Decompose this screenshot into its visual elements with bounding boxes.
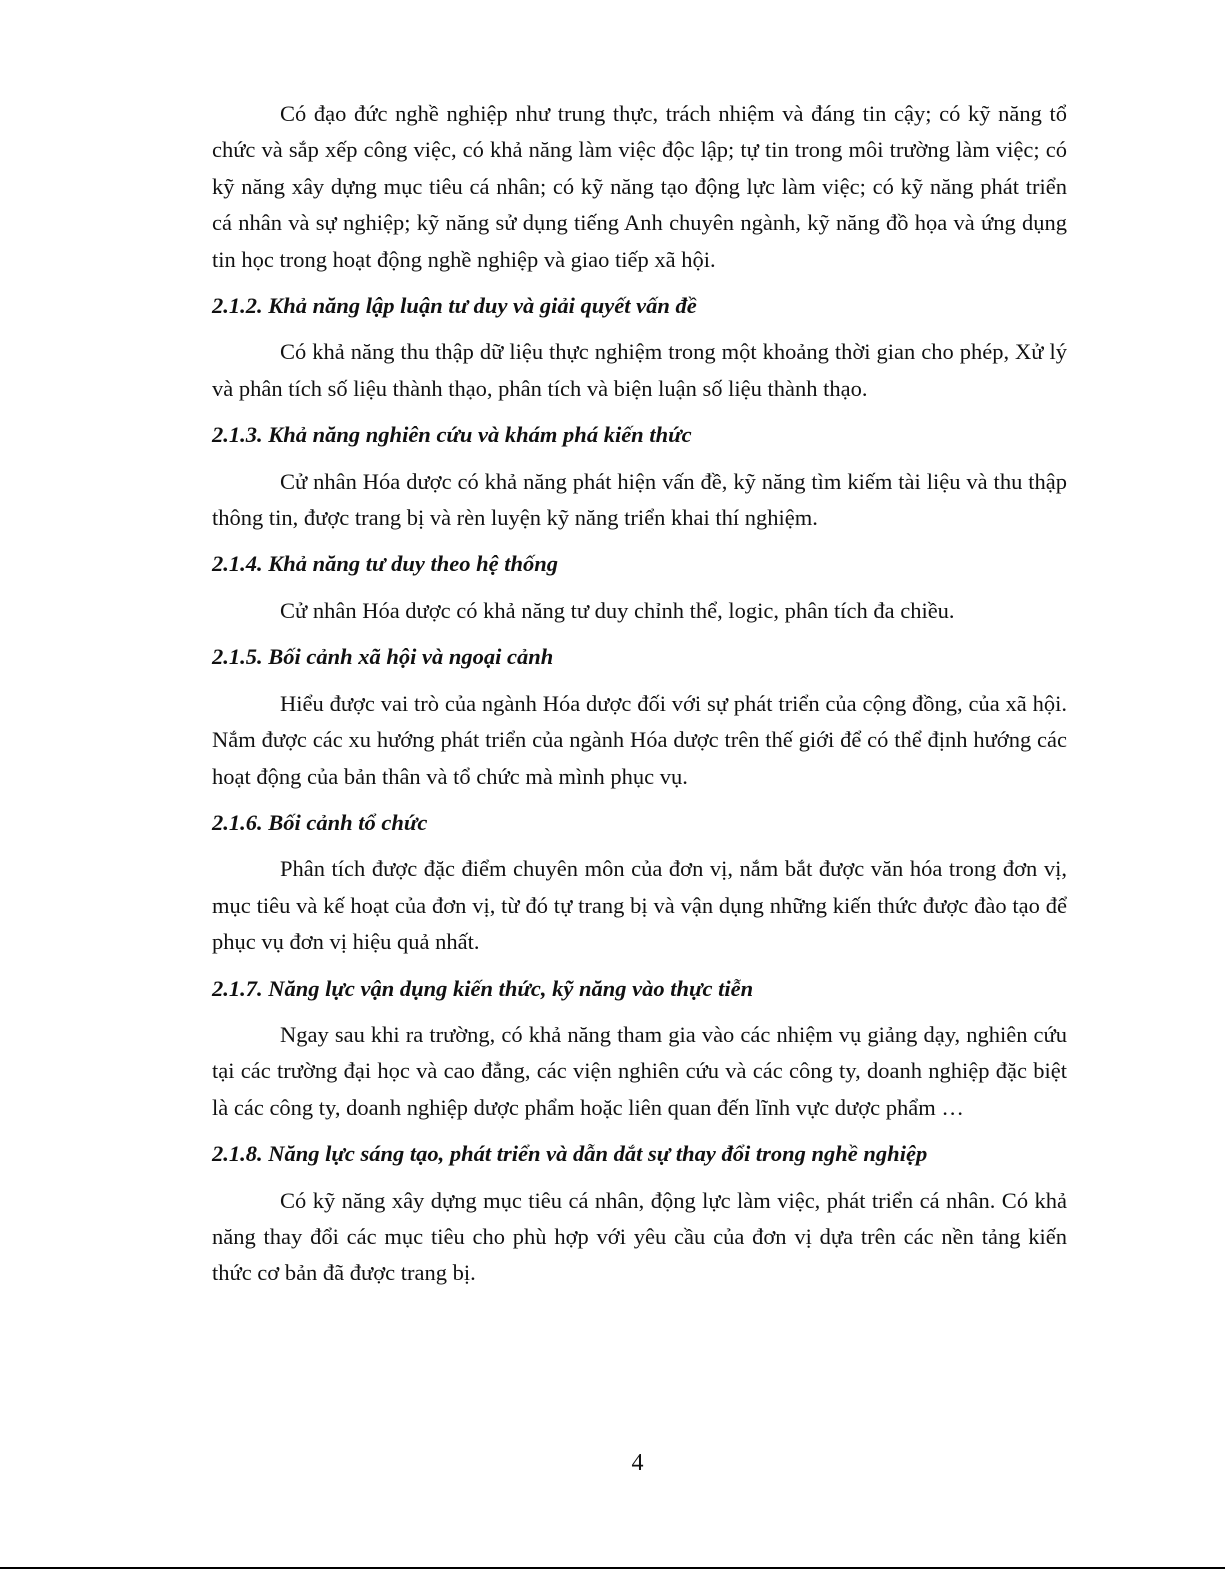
section-heading-2-1-4: 2.1.4. Khả năng tư duy theo hệ thống — [212, 551, 559, 577]
section-heading-2-1-2: 2.1.2. Khả năng lập luận tư duy và giải quyết vấn đề — [212, 293, 697, 319]
section-body-2-1-7: Ngay sau khi ra trường, có khả năng tham gia vào các nhiệm vụ giảng dạy, nghiên cứu tại các trường đại học và cao đẳng, các viện nghiên cứu và các công ty, doanh nghiệp đặc biệt là các công ty, doanh nghiệp dược phẩm hoặc liên quan đến lĩnh vực dược phẩm … — [212, 1021, 1067, 1120]
page-number: 4 — [631, 1450, 644, 1476]
section-body-2-1-3: Cử nhân Hóa dược có khả năng phát hiện vấn đề, kỹ năng tìm kiếm tài liệu và thu thập thông tin, được trang bị và rèn luyện kỹ năng triển khai thí nghiệm. — [212, 468, 1067, 531]
section-heading-2-1-8: 2.1.8. Năng lực sáng tạo, phát triển và dẫn dắt sự thay đổi trong nghề nghiệp — [212, 1141, 928, 1167]
section-body-2-1-4: Cử nhân Hóa dược có khả năng tư duy chỉnh thể, logic, phân tích đa chiều. — [280, 597, 955, 623]
section-heading-2-1-3: 2.1.3. Khả năng nghiên cứu và khám phá kiến thức — [212, 422, 692, 448]
section-heading-2-1-5: 2.1.5. Bối cảnh xã hội và ngoại cảnh — [212, 644, 554, 670]
section-body-2-1-5: Hiểu được vai trò của ngành Hóa dược đối với sự phát triển của cộng đồng, của xã hội. Nắm được các xu hướng phát triển của ngành Hóa dược trên thế giới để có thể định hướng các hoạt động của bản thân và tổ chức mà mình phục vụ. — [212, 690, 1067, 789]
section-body-2-1-6: Phân tích được đặc điểm chuyên môn của đơn vị, nắm bắt được văn hóa trong đơn vị, mục tiêu và kế hoạt của đơn vị, từ đó tự trang bị và vận dụng những kiến thức được đào tạo để phục vụ đơn vị hiệu quả nhất. — [212, 856, 1067, 955]
document-page — [212, 96, 1067, 1292]
section-body-2-1-2: Có khả năng thu thập dữ liệu thực nghiệm trong một khoảng thời gian cho phép, Xử lý và phân tích số liệu thành thạo, phân tích và biện luận số liệu thành thạo. — [212, 339, 1067, 401]
bottom-divider — [0, 1567, 1225, 1569]
intro-paragraph: Có đạo đức nghề nghiệp như trung thực, trách nhiệm và đáng tin cậy; có kỹ năng tổ chức và sắp xếp công việc, có khả năng làm việc độc lập; tự tin trong môi trường làm việc; có kỹ năng xây dựng mục tiêu cá nhân; có kỹ năng tạo động lực làm việc; có kỹ năng phát triển cá nhân và sự nghiệp; kỹ năng sử dụng tiếng Anh chuyên ngành, kỹ năng đồ họa và ứng dụng tin học trong hoạt động nghề nghiệp và giao tiếp xã hội. — [212, 101, 1067, 272]
section-body-2-1-8: Có kỹ năng xây dựng mục tiêu cá nhân, động lực làm việc, phát triển cá nhân. Có khả năng thay đổi các mục tiêu cho phù hợp với yêu cầu của đơn vị dựa trên các nền tảng kiến thức cơ bản đã được trang bị. — [212, 1187, 1067, 1286]
section-heading-2-1-6: 2.1.6. Bối cảnh tổ chức — [212, 809, 428, 835]
section-heading-2-1-7: 2.1.7. Năng lực vận dụng kiến thức, kỹ năng vào thực tiễn — [212, 975, 754, 1001]
